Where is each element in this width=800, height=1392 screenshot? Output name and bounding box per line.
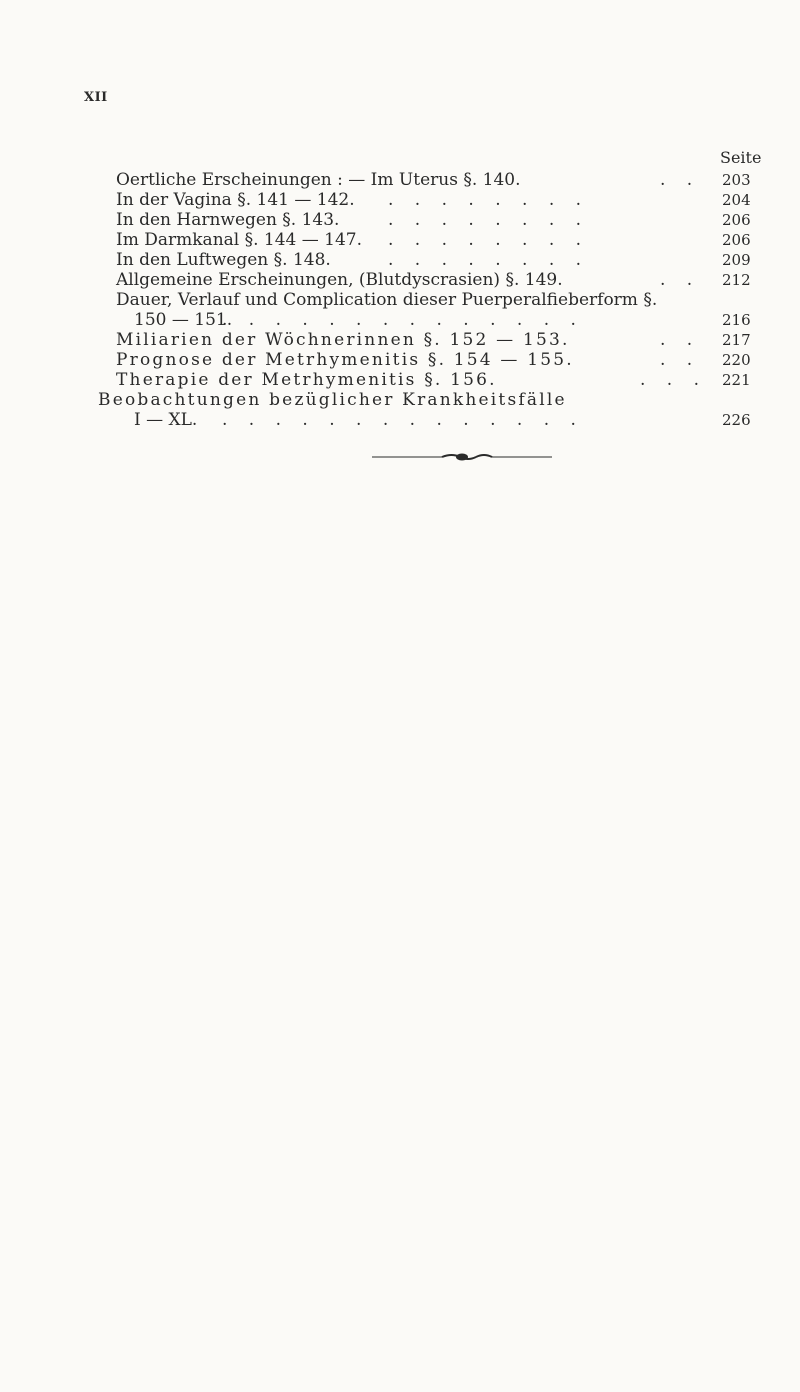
toc-entry-oertliche — [116, 170, 521, 190]
toc-entry-luftwegen — [116, 250, 331, 270]
toc-entry-text: Im Darmkanal §. 144 — 147. — [116, 230, 363, 250]
toc-entry-text: Dauer, Verlauf und Complication dieser Puerperalfieberform §. — [116, 290, 658, 310]
toc-entry-text: Allgemeine Erscheinungen, (Blutdyscrasien) §. 149. — [116, 270, 563, 290]
leader-dots: . . — [660, 330, 701, 350]
toc-entry-prognose — [116, 350, 574, 370]
toc-entry-allgemeine — [116, 270, 563, 290]
toc-entry-text: In den Luftwegen §. 148. — [116, 250, 331, 270]
toc-page-number: 209 — [722, 251, 751, 269]
toc-entry-text: I — XL. — [134, 410, 198, 430]
toc-page-number: 216 — [722, 311, 751, 329]
toc-page-number: 206 — [722, 231, 751, 249]
toc-entry-text: 150 — 151. — [134, 310, 233, 330]
toc-entry-harnwegen — [116, 210, 339, 230]
leader-dots: . . . . . . . . — [388, 230, 590, 250]
toc-page-number: 217 — [722, 331, 751, 349]
leader-dots: . . . . . . . . . . . . . . — [222, 310, 584, 330]
decorative-rule-ornament — [372, 450, 552, 464]
toc-page-number: 206 — [722, 211, 751, 229]
toc-entry-text: Oertliche Erscheinungen : — Im Uterus §. 140. — [116, 170, 521, 190]
toc-page-number: 221 — [722, 371, 751, 389]
toc-entry-vagina — [116, 190, 355, 210]
leader-dots: . . . . . . . . . . . . . . — [222, 410, 584, 430]
leader-dots: . . — [660, 350, 701, 370]
toc-entry-dauer-continued — [134, 310, 232, 330]
toc-entry-darmkanal — [116, 230, 362, 250]
toc-entry-dauer — [116, 290, 657, 310]
toc-entry-text: In den Harnwegen §. 143. — [116, 210, 340, 230]
toc-entry-miliarien — [116, 330, 570, 350]
toc-page-number: 212 — [722, 271, 751, 289]
toc-entry-text: Prognose der Metrhymenitis §. 154 — 155. — [116, 350, 574, 370]
toc-entry-text: In der Vagina §. 141 — 142. — [116, 190, 355, 210]
toc-page-number: 220 — [722, 351, 751, 369]
toc-page-number: 226 — [722, 411, 751, 429]
leader-dots: . . — [660, 270, 701, 290]
toc-entry-text: Miliarien der Wöchnerinnen §. 152 — 153. — [116, 330, 570, 350]
toc-page-number: 204 — [722, 191, 751, 209]
page-number: XII — [84, 90, 108, 105]
leader-dots: . . . — [640, 370, 708, 390]
seite-column-label: Seite — [720, 148, 762, 167]
leader-dots: . . — [660, 170, 701, 190]
leader-dots: . . . . . . . . — [388, 210, 590, 230]
toc-entry-beobachtungen-continued — [134, 410, 197, 430]
leader-dots: . . . . . . . . — [388, 250, 590, 270]
toc-page-number: 203 — [722, 171, 751, 189]
toc-entry-beobachtungen — [98, 390, 567, 410]
toc-entry-text: Beobachtungen bezüglicher Krankheitsfälle — [98, 390, 567, 410]
toc-entry-text: Therapie der Metrhymenitis §. 156. — [116, 370, 497, 390]
toc-entry-therapie — [116, 370, 497, 390]
leader-dots: . . . . . . . . — [388, 190, 590, 210]
